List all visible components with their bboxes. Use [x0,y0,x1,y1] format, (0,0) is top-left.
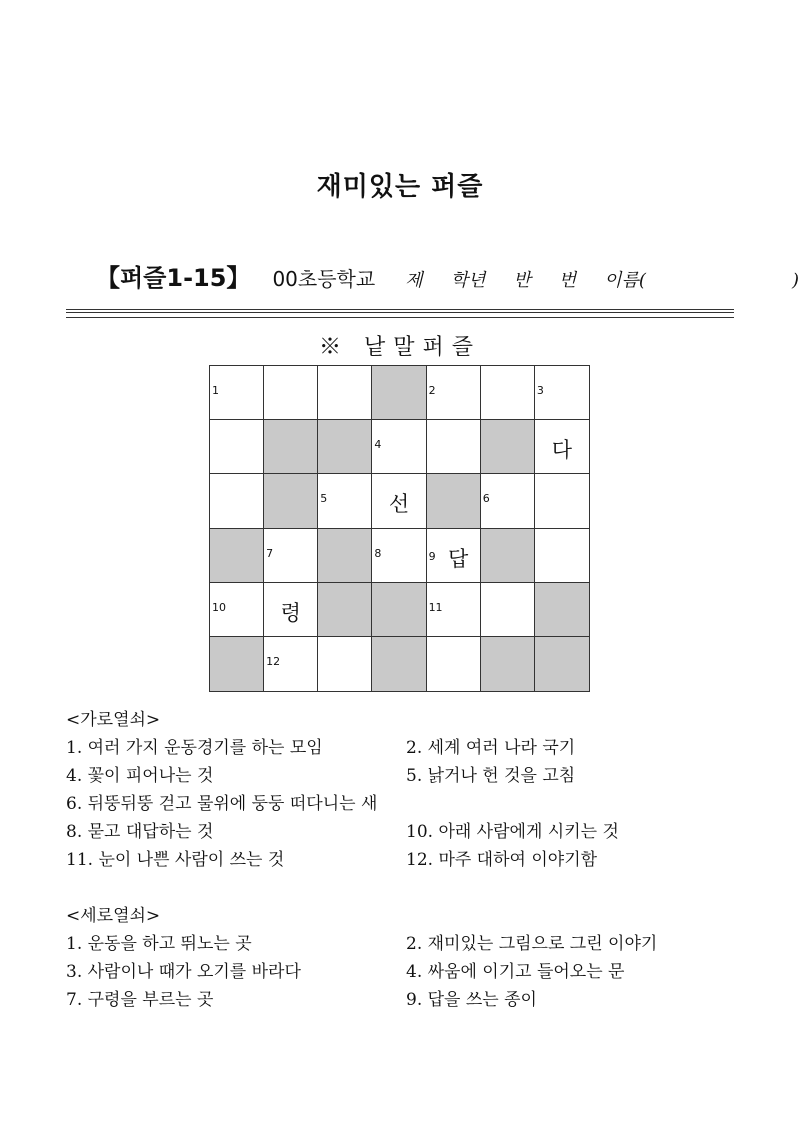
down-clue: 2. 재미있는 그림으로 그린 이야기 [406,934,658,954]
clue-number: 7 [266,546,274,560]
grid-cell[interactable] [481,366,535,420]
year-field-label: 학년 [450,270,486,291]
down-clue: 3. 사람이나 때가 오기를 바라다 [66,962,301,982]
cell-letter: 령 [280,600,301,625]
clue-number: 4 [374,438,382,452]
down-heading: <세로열쇠> [66,906,161,926]
grid-cell[interactable] [427,420,481,474]
grid-cell-shaded [318,529,372,583]
grid-cell[interactable] [535,529,589,583]
grid-cell-shaded [264,474,318,528]
crossword-grid [209,365,590,692]
across-heading: <가로열쇠> [66,710,161,730]
across-clues [66,734,756,874]
across-clue: 6. 뒤뚱뒤뚱 걷고 물위에 둥둥 떠다니는 새 [66,794,378,814]
number-field-label: 번 [558,270,577,291]
clue-number: 9 [428,549,436,563]
clue-row [66,818,756,846]
grid-cell-shaded [481,637,535,691]
across-clue: 5. 낡거나 헌 것을 고침 [406,766,576,786]
clue-number: 10 [212,600,226,614]
name-field-close: ) [791,270,799,291]
grid-cell[interactable] [427,529,481,583]
student-info-fields [405,266,800,292]
grid-cell[interactable] [535,366,589,420]
down-clue: 9. 답을 쓰는 종이 [406,990,537,1010]
page-title: 재미있는 퍼즐 [316,172,484,202]
grid-cell[interactable] [427,366,481,420]
grid-cell[interactable] [264,637,318,691]
clues-section [66,706,756,1014]
grid-cell[interactable] [427,583,481,637]
clue-number: 5 [320,492,328,506]
grid-cell-shaded [318,583,372,637]
clue-number: 8 [374,546,382,560]
grid-cell[interactable] [427,637,481,691]
across-clue: 4. 꽃이 피어나는 것 [66,766,214,786]
class-field-label: 반 [513,270,531,291]
grid-cell[interactable] [372,420,426,474]
across-clue: 10. 아래 사람에게 시키는 것 [406,822,619,842]
grid-cell-shaded [535,637,589,691]
clue-number: 12 [266,654,281,668]
grid-cell[interactable] [318,474,372,528]
clue-number: 6 [482,492,490,506]
grid-cell[interactable] [372,529,426,583]
name-field-open: 이름( [604,270,646,291]
clue-number: 1 [212,384,219,397]
grid-cell[interactable] [535,420,589,474]
school-name: 00초등학교 [272,267,376,291]
puzzle-code: 【퍼즐1-15】 [96,264,251,292]
worksheet-header [96,258,799,298]
grid-cell-shaded [372,366,426,420]
grid-cell[interactable] [264,583,318,637]
grid-cell[interactable] [481,474,535,528]
down-clue: 1. 운동을 하고 뛰노는 곳 [66,934,252,954]
across-clue: 8. 묻고 대답하는 것 [66,822,214,842]
grid-cell-shaded [210,637,264,691]
grid-cell-shaded [318,420,372,474]
grid-cell[interactable] [372,474,426,528]
grid-cell[interactable] [210,474,264,528]
clue-number: 3 [536,384,544,397]
cell-letter: 답 [447,546,469,571]
grid-cell[interactable] [210,420,264,474]
grid-cell-shaded [372,583,426,637]
grid-cell-shaded [481,529,535,583]
grid-cell-shaded [372,637,426,691]
clue-number: 2 [428,384,436,397]
name-field [604,266,800,292]
clue-row [66,930,756,958]
grid-cell[interactable] [318,637,372,691]
grid-cell-shaded [427,474,481,528]
across-clue: 12. 마주 대하여 이야기함 [406,850,598,870]
down-clue: 4. 싸움에 이기고 들어오는 문 [406,962,625,982]
grade-field-label: 제 [405,270,423,291]
grid-cell-shaded [535,583,589,637]
grid-cell[interactable] [264,529,318,583]
clue-number: 11 [428,600,443,614]
clue-row [66,958,756,986]
across-clue: 1. 여러 가지 운동경기를 하는 모임 [66,738,323,758]
grid-cell-shaded [264,420,318,474]
cell-letter: 선 [388,492,410,517]
clue-spacer [66,874,756,902]
clue-row [66,790,756,818]
grid-cell[interactable] [210,583,264,637]
puzzle-subtitle: ※ 낱말퍼즐 [318,335,481,360]
grid-cell[interactable] [481,583,535,637]
header-divider [66,309,734,318]
grid-cell-shaded [481,420,535,474]
clue-row [66,762,756,790]
grid-cell[interactable] [210,366,264,420]
down-clues [66,930,756,1014]
grid-cell[interactable] [264,366,318,420]
across-clue: 11. 눈이 나쁜 사람이 쓰는 것 [66,850,285,870]
clue-row [66,734,756,762]
grid-cell[interactable] [535,474,589,528]
down-clue: 7. 구령을 부르는 곳 [66,990,214,1010]
across-clue: 2. 세계 여러 나라 국기 [406,738,576,758]
cell-letter: 다 [551,438,573,463]
clue-row [66,986,756,1014]
grid-cell-shaded [210,529,264,583]
clue-row [66,846,756,874]
grid-cell[interactable] [318,366,372,420]
